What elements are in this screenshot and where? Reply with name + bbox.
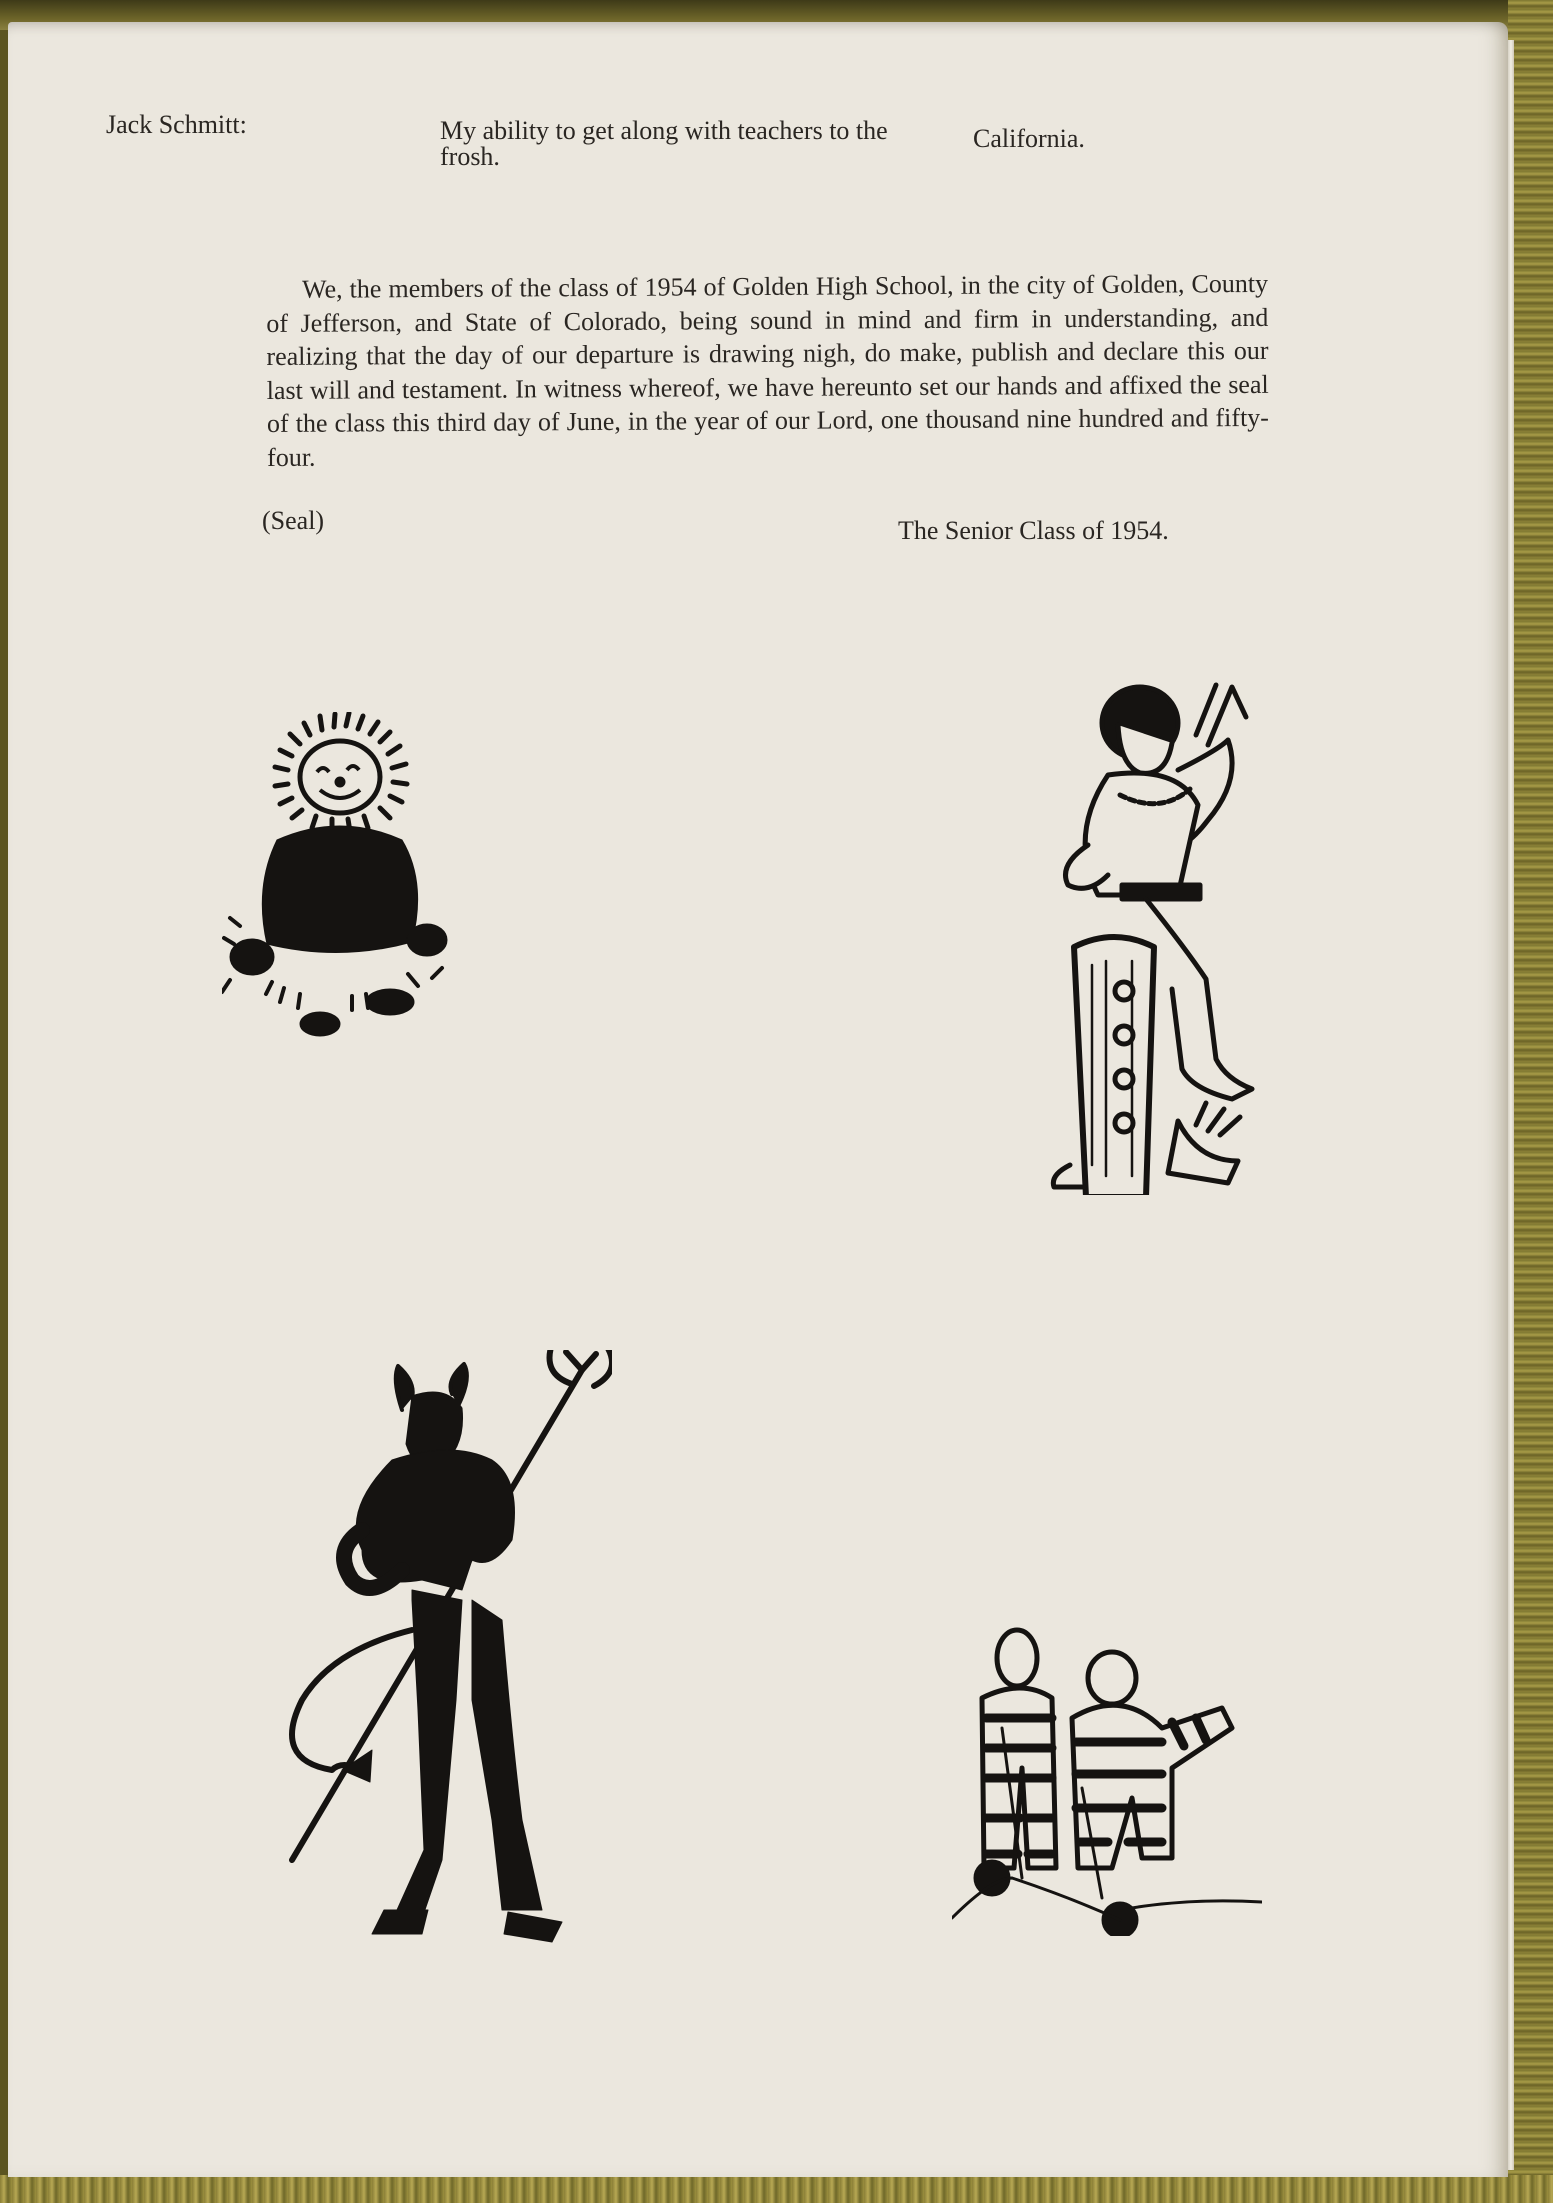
drummer-illustration [1048, 665, 1288, 1195]
seal-label: (Seal) [262, 506, 325, 535]
book-cover-bottom [0, 2175, 1553, 2203]
class-signature: The Senior Class of 1954. [898, 516, 1169, 545]
book-cover-right [1508, 0, 1553, 2203]
eskimo-illustration [222, 712, 472, 1047]
page-edge [1508, 40, 1514, 2170]
entry-bequest: My ability to get along with teachers to the frosh. [440, 116, 888, 171]
devil-illustration [282, 1350, 612, 1955]
entry-name: Jack Schmitt: [106, 110, 247, 139]
last-will-paragraph: We, the members of the class of 1954 of Golden High School, in the city of Golden, County of Jefferson, and State of Colorado, being sound in mind and firm in understanding, and realizing that the day of our departure is drawing nigh, do make, publish and declare this our last will and testament. In witness whereof, we have hereunto set our hands and affixed the seal of the class this third day of June, in the year of our Lord, one thousand nine hundred and fifty-four. [266, 268, 1269, 472]
convicts-illustration [952, 1618, 1262, 1936]
entry-destination: California. [973, 124, 1085, 153]
